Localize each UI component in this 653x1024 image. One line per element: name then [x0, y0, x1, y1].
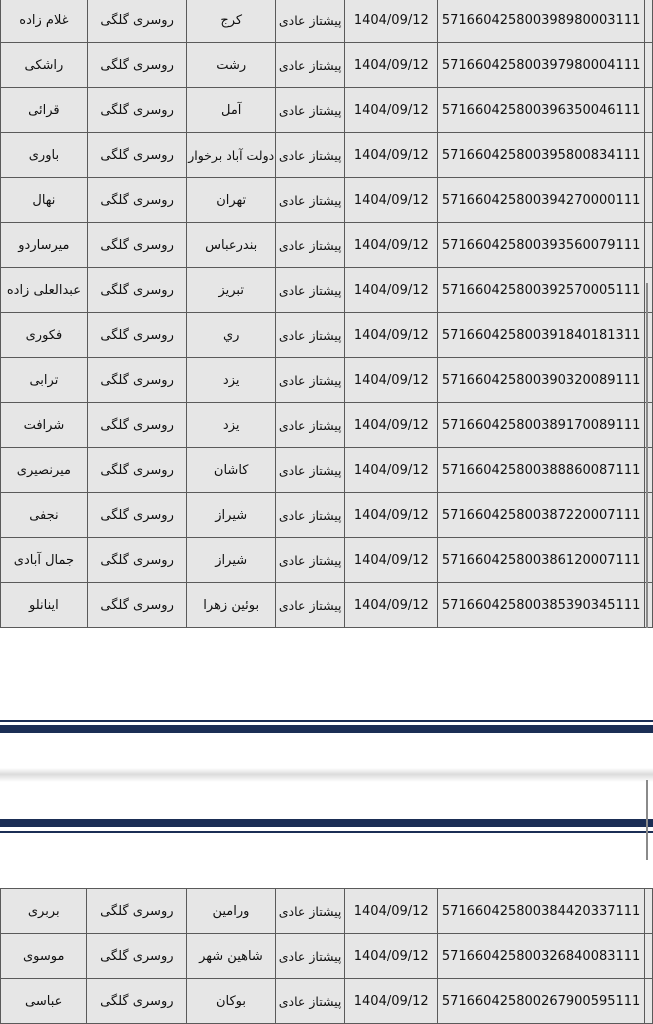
- table-row: [1, 313, 653, 358]
- date-cell: 1404/09/12: [345, 889, 438, 934]
- table-row: [1, 889, 653, 934]
- page-separator-top: [0, 720, 653, 722]
- tracking-code-cell: 571660425800396350046111: [438, 88, 645, 133]
- post-type-cell: پیشتاز عادی: [275, 403, 344, 448]
- tracking-code-cell: 571660425800385390345111: [438, 583, 645, 628]
- city-cell: رشت: [187, 43, 276, 88]
- tracking-code-cell: 571660425800398980003111: [438, 0, 645, 43]
- recipient-name-cell: میرساردو: [1, 223, 88, 268]
- tracking-code-cell: 571660425800388860087111: [438, 448, 645, 493]
- tracking-code-cell: 571660425800384420337111: [438, 889, 645, 934]
- date-cell: 1404/09/12: [345, 403, 438, 448]
- tracking-code-cell: 571660425800392570005111: [438, 268, 645, 313]
- post-type-cell: پیشتاز عادی: [275, 493, 344, 538]
- table-row: [1, 583, 653, 628]
- product-cell: روسری گلگی: [87, 448, 187, 493]
- post-type-cell: پیشتاز عادی: [275, 88, 344, 133]
- city-cell: بوئین زهرا: [187, 583, 276, 628]
- post-type-cell: پیشتاز عادی: [275, 538, 344, 583]
- city-cell: بوکان: [187, 979, 276, 1024]
- tracking-code-cell: 571660425800386120007111: [438, 538, 645, 583]
- recipient-name-cell: عباسی: [1, 979, 87, 1024]
- date-cell: 1404/09/12: [345, 493, 438, 538]
- tracking-code-cell: 571660425800391840181311: [438, 313, 645, 358]
- product-cell: روسری گلگی: [87, 358, 187, 403]
- product-cell: روسری گلگی: [87, 889, 187, 934]
- product-cell: روسری گلگی: [87, 133, 187, 178]
- city-cell: ري: [187, 313, 276, 358]
- post-type-cell: پیشتاز عادی: [275, 0, 344, 43]
- city-cell: تبریز: [187, 268, 276, 313]
- date-cell: 1404/09/12: [345, 88, 438, 133]
- edge-cell: [645, 133, 653, 178]
- edge-cell: [645, 934, 653, 979]
- date-cell: 1404/09/12: [345, 133, 438, 178]
- product-cell: روسری گلگی: [87, 538, 187, 583]
- post-type-cell: پیشتاز عادی: [275, 448, 344, 493]
- city-cell: ورامین: [187, 889, 276, 934]
- date-cell: 1404/09/12: [345, 358, 438, 403]
- post-type-cell: پیشتاز عادی: [275, 268, 344, 313]
- table-row: [1, 178, 653, 223]
- recipient-name-cell: نهال: [1, 178, 88, 223]
- product-cell: روسری گلگی: [87, 313, 187, 358]
- table-row: [1, 979, 653, 1024]
- city-cell: کاشان: [187, 448, 276, 493]
- table-row: [1, 358, 653, 403]
- post-type-cell: پیشتاز عادی: [275, 979, 345, 1024]
- tracking-code-cell: 571660425800397980004111: [438, 43, 645, 88]
- recipient-name-cell: شرافت: [1, 403, 88, 448]
- table-row: [1, 934, 653, 979]
- recipient-name-cell: اینانلو: [1, 583, 88, 628]
- post-type-cell: پیشتاز عادی: [275, 889, 345, 934]
- table-row: [1, 538, 653, 583]
- table-row: [1, 133, 653, 178]
- city-cell: آمل: [187, 88, 276, 133]
- recipient-name-cell: میرنصیری: [1, 448, 88, 493]
- product-cell: روسری گلگی: [87, 0, 187, 43]
- page-gap-shadow: [0, 768, 653, 782]
- product-cell: روسری گلگی: [87, 88, 187, 133]
- post-type-cell: پیشتاز عادی: [275, 313, 344, 358]
- recipient-name-cell: قرائی: [1, 88, 88, 133]
- edge-cell: [645, 0, 653, 43]
- city-cell: تهران: [187, 178, 276, 223]
- recipient-name-cell: راشکی: [1, 43, 88, 88]
- date-cell: 1404/09/12: [345, 268, 438, 313]
- post-type-cell: پیشتاز عادی: [275, 178, 344, 223]
- date-cell: 1404/09/12: [345, 178, 438, 223]
- product-cell: روسری گلگی: [87, 934, 187, 979]
- recipient-name-cell: باوری: [1, 133, 88, 178]
- product-cell: روسری گلگی: [87, 268, 187, 313]
- recipient-name-cell: بربری: [1, 889, 87, 934]
- city-cell: دولت آباد برخوار: [187, 133, 276, 178]
- scrollbar[interactable]: [646, 283, 648, 628]
- product-cell: روسری گلگی: [87, 493, 187, 538]
- edge-cell: [645, 43, 653, 88]
- recipient-name-cell: نجفی: [1, 493, 88, 538]
- city-cell: شیراز: [187, 538, 276, 583]
- post-type-cell: پیشتاز عادی: [275, 583, 344, 628]
- date-cell: 1404/09/12: [345, 934, 438, 979]
- tracking-code-cell: 571660425800394270000111: [438, 178, 645, 223]
- page-separator-bottom-thick: [0, 819, 653, 827]
- page-separator-top-thick: [0, 725, 653, 733]
- table-row: [1, 0, 653, 43]
- recipient-name-cell: عبدالعلی زاده: [1, 268, 88, 313]
- table-row: [1, 493, 653, 538]
- product-cell: روسری گلگی: [87, 979, 187, 1024]
- post-type-cell: پیشتاز عادی: [275, 133, 344, 178]
- tracking-code-cell: 571660425800387220007111: [438, 493, 645, 538]
- tracking-code-cell: 571660425800326840083111: [438, 934, 645, 979]
- tracking-code-cell: 571660425800390320089111: [438, 358, 645, 403]
- table-row: [1, 448, 653, 493]
- date-cell: 1404/09/12: [345, 0, 438, 43]
- table-row: [1, 88, 653, 133]
- edge-cell: [645, 178, 653, 223]
- date-cell: 1404/09/12: [345, 448, 438, 493]
- city-cell: بندرعباس: [187, 223, 276, 268]
- post-type-cell: پیشتاز عادی: [275, 934, 345, 979]
- recipient-name-cell: ترابی: [1, 358, 88, 403]
- city-cell: یزد: [187, 358, 276, 403]
- product-cell: روسری گلگی: [87, 583, 187, 628]
- product-cell: روسری گلگی: [87, 223, 187, 268]
- post-type-cell: پیشتاز عادی: [275, 223, 344, 268]
- product-cell: روسری گلگی: [87, 43, 187, 88]
- table-row: [1, 403, 653, 448]
- city-cell: کرج: [187, 0, 276, 43]
- post-type-cell: پیشتاز عادی: [275, 358, 344, 403]
- edge-cell: [645, 979, 653, 1024]
- date-cell: 1404/09/12: [345, 223, 438, 268]
- city-cell: شیراز: [187, 493, 276, 538]
- table-row: [1, 268, 653, 313]
- post-type-cell: پیشتاز عادی: [275, 43, 344, 88]
- tracking-code-cell: 571660425800267900595111: [438, 979, 645, 1024]
- product-cell: روسری گلگی: [87, 403, 187, 448]
- tracking-code-cell: 571660425800393560079111: [438, 223, 645, 268]
- date-cell: 1404/09/12: [345, 538, 438, 583]
- city-cell: یزد: [187, 403, 276, 448]
- tracking-code-cell: 571660425800389170089111: [438, 403, 645, 448]
- tracking-code-cell: 571660425800395800834111: [438, 133, 645, 178]
- shipments-table-continued: [0, 888, 653, 1024]
- city-cell: شاهین شهر: [187, 934, 276, 979]
- edge-cell: [645, 223, 653, 268]
- recipient-name-cell: موسوی: [1, 934, 87, 979]
- recipient-name-cell: فکوری: [1, 313, 88, 358]
- scrollbar-lower[interactable]: [646, 780, 648, 860]
- product-cell: روسری گلگی: [87, 178, 187, 223]
- table-row: [1, 43, 653, 88]
- edge-cell: [645, 88, 653, 133]
- recipient-name-cell: جمال آبادی: [1, 538, 88, 583]
- table-row: [1, 223, 653, 268]
- date-cell: 1404/09/12: [345, 979, 438, 1024]
- edge-cell: [645, 889, 653, 934]
- date-cell: 1404/09/12: [345, 583, 438, 628]
- date-cell: 1404/09/12: [345, 313, 438, 358]
- recipient-name-cell: غلام زاده: [1, 0, 88, 43]
- date-cell: 1404/09/12: [345, 43, 438, 88]
- page-separator-bottom: [0, 831, 653, 833]
